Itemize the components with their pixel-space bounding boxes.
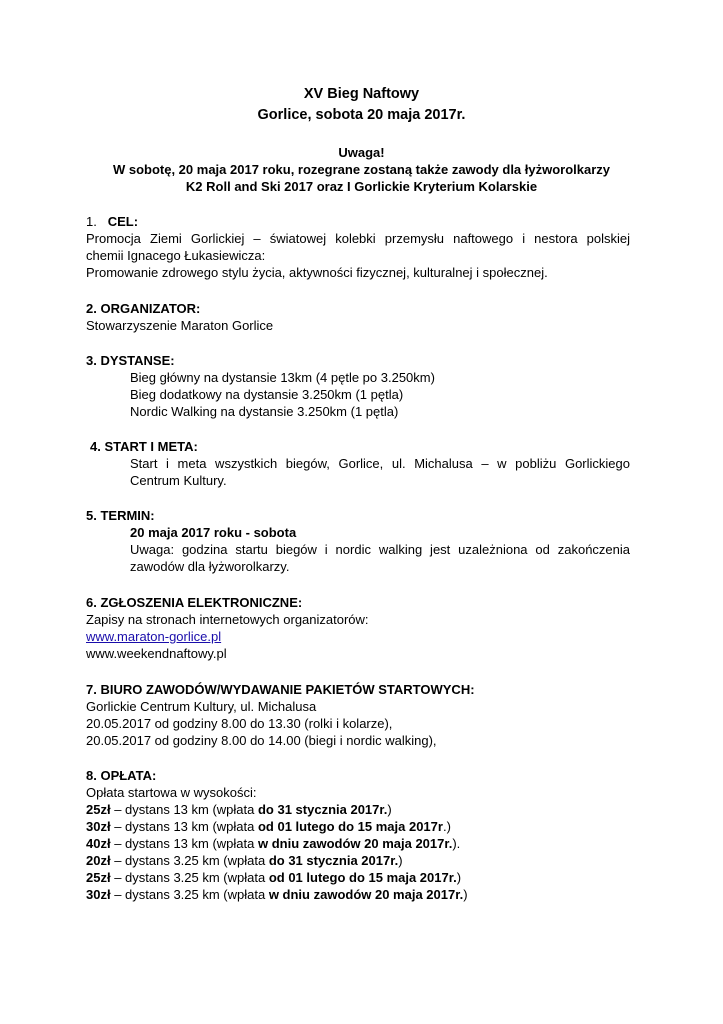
cel-line-2: chemii Ignacego Łukasiewicza: bbox=[86, 248, 266, 263]
notice-line-1: W sobotę, 20 maja 2017 roku, rozegrane zostaną także zawody dla łyżworolkarzy bbox=[112, 162, 611, 177]
fee-description: – dystans 3.25 km (wpłata bbox=[110, 853, 269, 868]
distance-item: Bieg dodatkowy na dystansie 3.250km (1 pętla) bbox=[130, 387, 404, 402]
fee-amount: 30zł bbox=[86, 887, 111, 902]
maraton-gorlice-link[interactable]: www.maraton-gorlice.pl bbox=[86, 629, 222, 644]
zgloszenia-link-row bbox=[86, 628, 630, 645]
start-line-2: Centrum Kultury. bbox=[130, 473, 227, 488]
fee-description: – dystans 13 km (wpłata bbox=[110, 802, 258, 817]
distance-item: Bieg główny na dystansie 13km (4 pętle po 3.250km) bbox=[130, 370, 435, 385]
fee-amount: 25zł bbox=[86, 802, 111, 817]
fee-row bbox=[86, 818, 630, 835]
fee-end: ) bbox=[398, 853, 403, 868]
fee-deadline: do 31 stycznia 2017r. bbox=[268, 853, 399, 868]
section-biuro-heading: 7. BIURO ZAWODÓW/WYDAWANIE PAKIETÓW STARTOWYCH: bbox=[86, 682, 475, 697]
biuro-line-2: 20.05.2017 od godziny 8.00 do 13.30 (rolki i kolarze), bbox=[86, 716, 393, 731]
section-title: CEL: bbox=[107, 214, 139, 229]
fee-description: – dystans 13 km (wpłata bbox=[110, 819, 258, 834]
fee-amount: 25zł bbox=[86, 870, 111, 885]
section-zgloszenia-heading: 6. ZGŁOSZENIA ELEKTRONICZNE: bbox=[86, 595, 303, 610]
cel-line-3: Promowanie zdrowego stylu życia, aktywności fizycznej, kulturalnej i społecznej. bbox=[86, 265, 548, 280]
notice-line-2: K2 Roll and Ski 2017 oraz I Gorlickie Kryterium Kolarskie bbox=[185, 179, 538, 194]
termin-note-line-2: zawodów dla łyżworolkarzy. bbox=[130, 559, 290, 574]
termin-date: 20 maja 2017 roku - sobota bbox=[130, 525, 297, 540]
fee-end: .) bbox=[442, 819, 451, 834]
fee-deadline: w dniu zawodów 20 maja 2017r. bbox=[257, 836, 453, 851]
fee-row bbox=[86, 852, 630, 869]
fee-end: ) bbox=[456, 870, 462, 885]
fee-description: – dystans 3.25 km (wpłata bbox=[110, 870, 269, 885]
fee-row bbox=[86, 801, 630, 818]
fee-amount: 40zł bbox=[86, 836, 111, 851]
fee-row bbox=[86, 886, 630, 903]
fee-amount: 30zł bbox=[86, 819, 111, 834]
section-termin-heading: 5. TERMIN: bbox=[86, 508, 155, 523]
fee-row bbox=[86, 869, 630, 886]
oplata-intro: Opłata startowa w wysokości: bbox=[86, 785, 257, 800]
fee-deadline: do 31 stycznia 2017r. bbox=[257, 802, 388, 817]
fee-row bbox=[86, 835, 630, 852]
fee-end: ) bbox=[463, 887, 468, 902]
document-title: XV Bieg Naftowy bbox=[303, 86, 420, 102]
biuro-line-3: 20.05.2017 od godziny 8.00 do 14.00 (biegi i nordic walking), bbox=[86, 733, 437, 748]
fee-end: ) bbox=[387, 802, 392, 817]
fee-deadline: od 01 lutego do 15 maja 2017r bbox=[257, 819, 443, 834]
weekendnaftowy-text: www.weekendnaftowy.pl bbox=[86, 646, 227, 661]
organizator-text: Stowarzyszenie Maraton Gorlice bbox=[86, 318, 274, 333]
fee-end: ). bbox=[452, 836, 461, 851]
biuro-line-1: Gorlickie Centrum Kultury, ul. Michalusa bbox=[86, 699, 317, 714]
start-line-1: Start i meta wszystkich biegów, Gorlice, ul. Michalusa – w pobliżu Gorlickiego bbox=[130, 456, 630, 471]
termin-note-line-1: Uwaga: godzina startu biegów i nordic walking jest uzależniona od zakończenia bbox=[130, 542, 630, 557]
fee-deadline: od 01 lutego do 15 maja 2017r. bbox=[268, 870, 457, 885]
fee-deadline: w dniu zawodów 20 maja 2017r. bbox=[268, 887, 464, 902]
fee-description: – dystans 3.25 km (wpłata bbox=[110, 887, 269, 902]
section-oplata-heading: 8. OPŁATA: bbox=[86, 768, 157, 783]
notice-heading: Uwaga! bbox=[338, 145, 385, 160]
section-organizator-heading: 2. ORGANIZATOR: bbox=[86, 301, 201, 316]
section-dystanse-heading: 3. DYSTANSE: bbox=[86, 353, 175, 368]
distance-item: Nordic Walking na dystansie 3.250km (1 pętla) bbox=[130, 404, 399, 419]
fee-amount: 20zł bbox=[86, 853, 111, 868]
fee-description: – dystans 13 km (wpłata bbox=[110, 836, 258, 851]
cel-line-1: Promocja Ziemi Gorlickiej – światowej kolebki przemysłu naftowego i nestora polskiej bbox=[86, 231, 630, 246]
section-number: 1. bbox=[86, 214, 97, 229]
zgloszenia-text: Zapisy na stronach internetowych organizatorów: bbox=[86, 612, 369, 627]
section-start-heading: 4. START I META: bbox=[90, 439, 198, 454]
document-subtitle: Gorlice, sobota 20 maja 2017r. bbox=[257, 107, 466, 123]
section-cel-heading bbox=[86, 213, 630, 230]
